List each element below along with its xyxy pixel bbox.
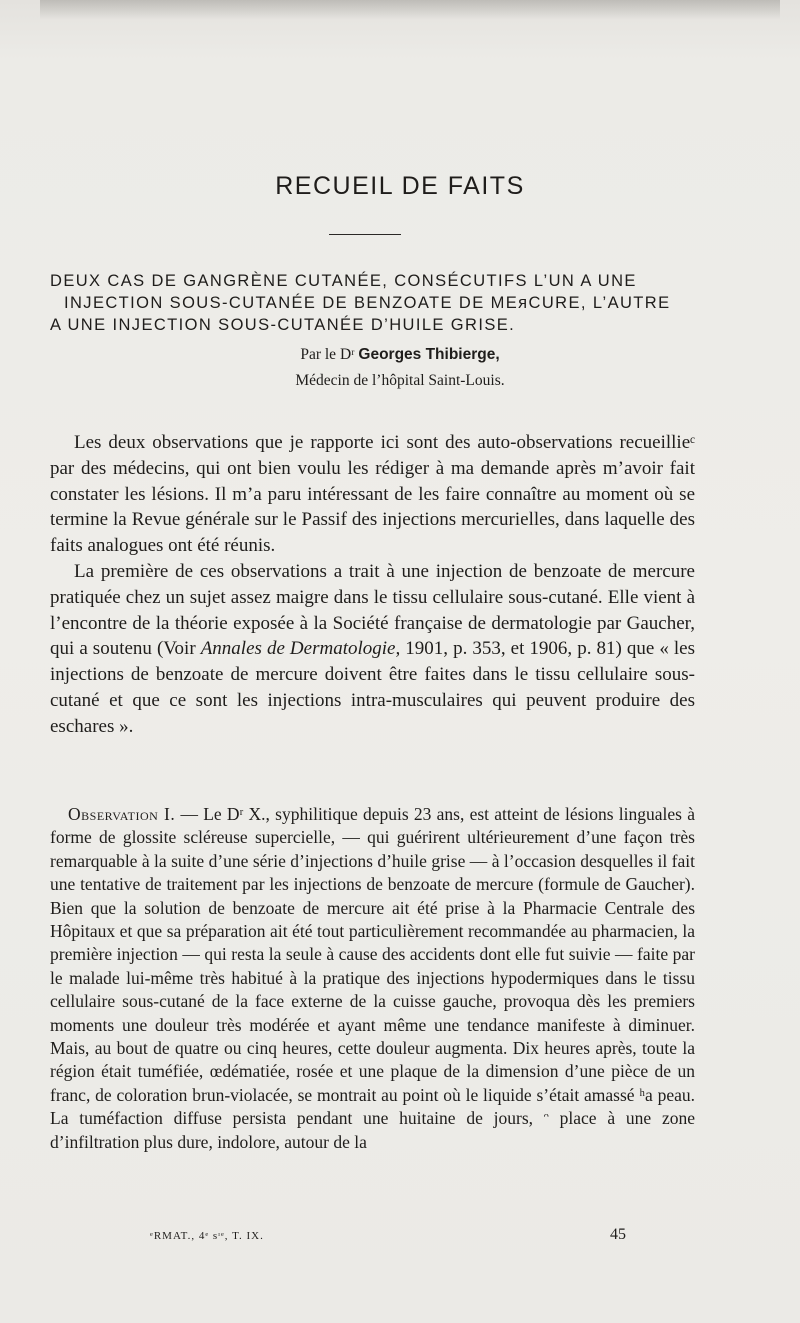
author-name: Georges Thibierge,	[358, 346, 500, 363]
section-heading: RECUEIL DE FAITS	[275, 172, 525, 200]
footer-journal: ᵉRMAT., 4ᵉ sᶦᵉ, T. IX.	[150, 1230, 264, 1242]
paragraph: Les deux observations que je rapporte ici sont des auto-observations recueillieᶜ par des médecins, qui ont bien voulu les rédiger à ma demande après m’avoir fait constater les lésions. Il m’a paru intéressant de les faire connaître au moment où se termine la Revue générale sur le Passif des injections mercurielles, dans laquelle des faits analogues ont été réunis.	[50, 432, 695, 557]
article-title-line: INJECTION SOUS-CUTANÉE DE BENZOATE DE MEᴙCURE, L’AUTRE	[64, 294, 671, 312]
journal-citation: Annales de Dermatologie,	[200, 638, 401, 660]
observation-paragraph	[50, 803, 695, 1154]
observation-text: — Le Dʳ X., syphilitique depuis 23 ans, est atteint de lésions linguales à forme de glossite scléreuse supercielle, — qui guérirent ultérieurement d’une façon très remarquable à la suite d’une série d’injections d’huile grise — à l’occasion desquelles il fait une tentative de traitement par les injections de benzoate de mercure (formule de Gaucher). Bien que la solution de benzoate de mercure ait été prise à la Pharmacie Centrale des Hôpitaux et que sa préparation ait été tout particulièrement recommandée au pharmacien, la première injection — qui resta la seule à cause des accidents dont elle fut suivie — faite par le malade lui-même très habitué à la pratique des injections hypodermiques dans le tissu cellulaire sous-cutané de la face externe de la cuisse gauche, provoqua dès les premiers moments une douleur très modérée et ayant même une tendance manifeste à diminuer. Mais, au bout de quatre ou cinq heures, cette douleur augmenta. Dix heures après, toute la région était tuméfiée, œdématiée, rosée et une plaque de la dimension d’une pièce de un franc, de coloration brun-violacée, se montrait au point où le liquide s’était amassé ʰa peau. La tuméfaction diffuse persista pendant une huitaine de jours, ᵔ place à une zone d’infiltration plus dure, indolore, autour de la	[50, 804, 695, 1152]
observation-section	[50, 803, 695, 1154]
observation-label: Observation I.	[68, 804, 176, 824]
article-title-line: DEUX CAS DE GANGRÈNE CUTANÉE, CONSÉCUTIFS L’UN A UNE	[50, 272, 637, 290]
byline-prefix: Par le Dʳ	[300, 346, 359, 363]
page-number: 45	[610, 1226, 626, 1243]
scan-shadow	[40, 0, 780, 20]
heading-divider	[329, 234, 401, 235]
article-title-line: A UNE INJECTION SOUS-CUTANÉE D’HUILE GRISE.	[50, 316, 516, 334]
article-title	[50, 270, 740, 336]
byline	[0, 342, 800, 394]
paragraph: La première de ces observations a trait à une injection de benzoate de mercure pratiquée chez un sujet assez maigre dans le tissu cellulaire sous-cutané. Elle vient à l’encontre de la théorie exposée à la Société française de dermatologie par Gaucher, qui a soutenu (Voir Annales de Dermatologie, 1901, p. 353, et 1906, p. 81) que « les injections de benzoate de mercure doivent être faites dans le tissu cellulaire sous-cutané et que ce sont les injections intra-musculaires qui peuvent produire des eschares ».	[50, 560, 696, 737]
author-affiliation: Médecin de l’hôpital Saint-Louis.	[295, 372, 505, 389]
article-body	[50, 430, 695, 740]
